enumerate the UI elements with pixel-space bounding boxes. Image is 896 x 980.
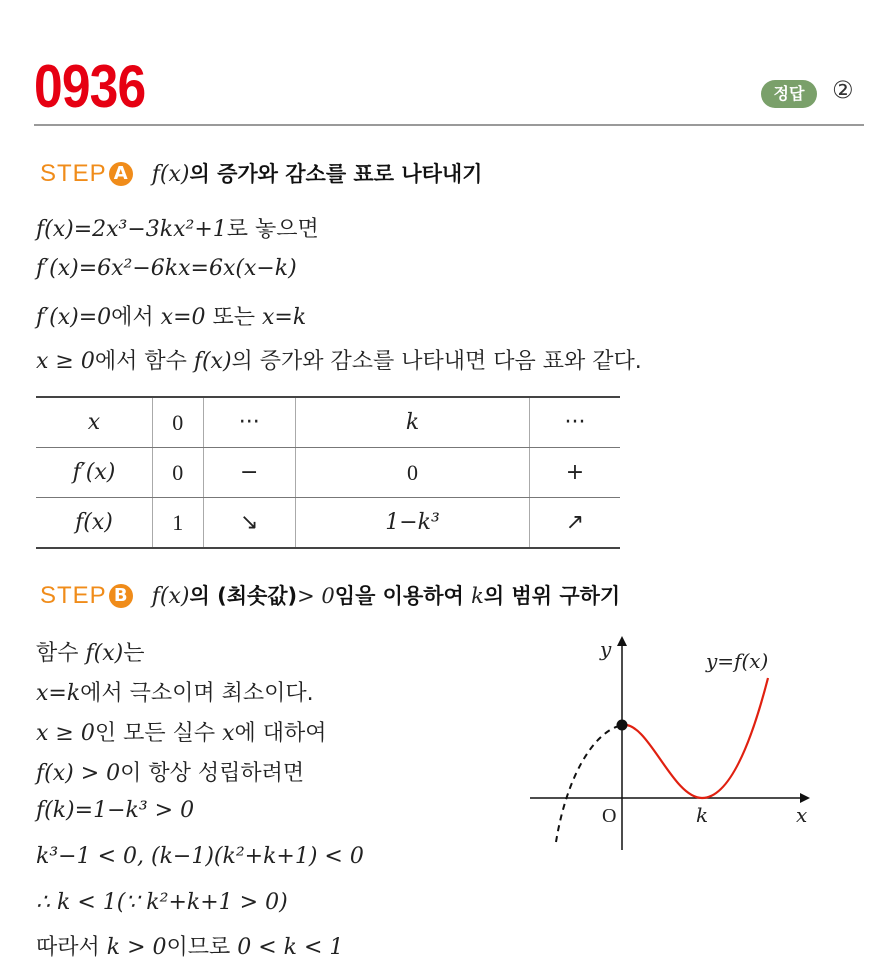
y-axis-label: y	[600, 637, 612, 661]
k-label: k	[696, 803, 709, 827]
table-cell: f′(x)	[36, 448, 153, 498]
table-cell: −	[203, 448, 296, 498]
step-a-line-3-math: f′(x)=0	[36, 305, 112, 330]
x-axis-arrow-icon	[800, 793, 810, 803]
step-b-line-5	[36, 798, 194, 823]
step-a-line-3-math3: x=k	[262, 305, 307, 330]
step-a-line-3-text2: 또는	[205, 305, 262, 330]
step-b-line-8-text2: 이므로	[166, 935, 238, 960]
step-b-title-part2: 임을 이용하여	[334, 584, 472, 608]
step-a-line-4-text2: 의 증가와 감소를 나타내면 다음 표와 같다.	[231, 349, 642, 374]
table-cell: 0	[153, 397, 204, 448]
step-b-line-1-math: f(x)	[85, 641, 124, 666]
sign-table	[36, 396, 620, 549]
step-a-line-2-math: f′(x)=6x²−6kx=6x(x−k)	[36, 256, 297, 281]
step-b-title-part3: 의 범위 구하기	[483, 584, 621, 608]
step-b-line-6-math: k³−1 < 0, (k−1)(k²+k+1) < 0	[36, 844, 364, 869]
x-axis-label: x	[796, 803, 808, 827]
step-b-line-3-math: x ≥ 0	[36, 721, 95, 746]
curve-label: y=f(x)	[706, 649, 769, 673]
table-cell: 0	[153, 448, 204, 498]
y-axis-arrow-icon	[617, 636, 627, 646]
problem-number: 0936	[34, 53, 146, 120]
step-a-line-1	[36, 212, 319, 243]
step-a-line-3	[36, 300, 306, 331]
step-a-label: STEP	[40, 160, 107, 187]
step-b-line-4-text: 이 항상 성립하려면	[120, 761, 305, 786]
step-b-line-1	[36, 636, 144, 667]
step-b-line-8-text: 따라서	[36, 935, 107, 960]
step-b-line-2-math: x=k	[36, 681, 81, 706]
step-a-line-4	[36, 344, 642, 375]
increase-arrow-icon: ↗	[530, 498, 620, 549]
table-cell: +	[530, 448, 620, 498]
step-a-line-2	[36, 256, 297, 281]
table-row	[36, 397, 620, 448]
step-b-line-3-text: 인 모든 실수	[94, 721, 223, 746]
step-b-title-part1: 의 (최솟값)	[189, 584, 298, 608]
step-b-line-3	[36, 716, 327, 747]
table-cell: 0	[296, 448, 530, 498]
step-a-line-3-math2: x=0	[160, 305, 206, 330]
step-b-title-k: k	[471, 584, 484, 608]
table-cell: 1	[153, 498, 204, 549]
function-graph	[520, 630, 840, 860]
step-b-line-2-text: 에서 극소이며 최소이다.	[80, 681, 314, 706]
step-b-line-8-math: k > 0	[106, 935, 167, 960]
step-b-line-3-math2: x	[222, 721, 235, 746]
table-cell: f(x)	[36, 498, 153, 549]
step-b-line-2	[36, 676, 314, 707]
step-b-title-fx: f(x)	[151, 584, 190, 609]
step-b-line-7-math: ∴ k < 1(∵ k²+k+1 > 0)	[36, 890, 288, 915]
step-b-label: STEP	[40, 582, 107, 609]
step-b-line-4	[36, 756, 304, 787]
decrease-arrow-icon: ↘	[203, 498, 296, 549]
answer-value: ②	[832, 76, 854, 104]
step-b-line-8	[36, 930, 343, 961]
step-a-title: 의 증가와 감소를 표로 나타내기	[189, 162, 483, 186]
step-b-heading	[40, 580, 620, 610]
step-b-badge: B	[109, 584, 133, 608]
step-b-line-7	[36, 890, 288, 915]
table-row	[36, 448, 620, 498]
table-cell: k	[296, 397, 530, 448]
table-cell: 1−k³	[296, 498, 530, 549]
step-a-badge: A	[109, 162, 133, 186]
step-a-line-4-text: 에서 함수	[94, 349, 194, 374]
header-divider	[34, 124, 864, 126]
solid-curve	[622, 678, 768, 798]
y-intercept-point	[617, 720, 628, 731]
step-a-line-1-math: f(x)=2x³−3kx²+1	[36, 217, 227, 242]
answer-badge: 정답	[761, 80, 817, 108]
table-row	[36, 498, 620, 549]
table-cell: ···	[203, 397, 296, 448]
step-a-heading	[40, 158, 482, 188]
step-b-line-6	[36, 844, 364, 869]
step-b-line-5-math: f(k)=1−k³ > 0	[36, 798, 195, 823]
step-a-line-4-math2: f(x)	[193, 349, 232, 374]
step-b-line-4-math: f(x) > 0	[36, 761, 121, 786]
step-a-title-fx: f(x)	[151, 162, 190, 187]
step-b-line-8-math2: 0 < k < 1	[237, 935, 344, 960]
step-a-line-1-text: 로 놓으면	[226, 217, 319, 242]
step-b-title-math: > 0	[297, 584, 335, 608]
step-b-line-3-text2: 에 대하여	[234, 721, 327, 746]
table-cell: ···	[530, 397, 620, 448]
table-cell: x	[36, 397, 153, 448]
origin-label: O	[602, 805, 617, 827]
step-b-line-1-text2: 는	[123, 641, 145, 666]
step-a-line-4-math: x ≥ 0	[36, 349, 95, 374]
step-b-line-1-text: 함수	[36, 641, 86, 666]
step-a-line-3-text: 에서	[111, 305, 161, 330]
